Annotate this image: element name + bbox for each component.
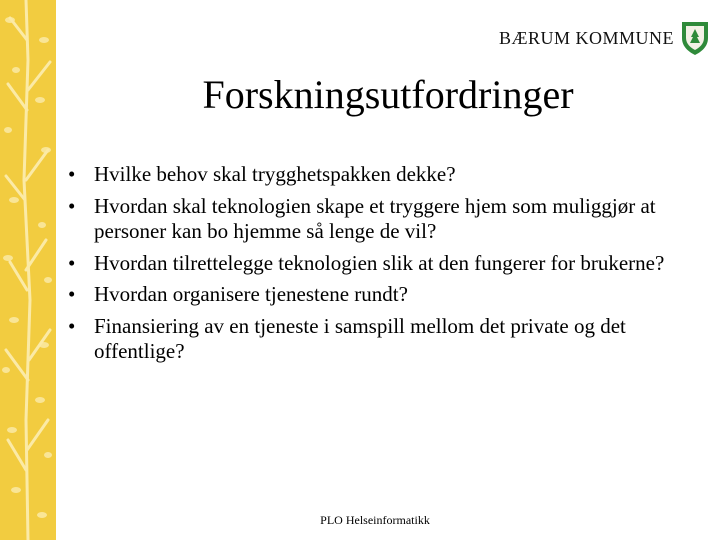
logo-text: BÆRUM KOMMUNE [498,28,674,48]
municipal-shield-icon [680,20,710,56]
slide-title: Forskningsutfordringer [202,72,574,117]
tree-pattern-icon [0,0,56,540]
bullet-text: Hvordan skal teknologien skape et tryggere hjem som muliggjør at personer kan bo hjemme så lenge de vil? [94,193,656,243]
bullet-marker: • [68,282,76,306]
bullet-text: Hvordan tilrettelegge teknologien slik at den fungerer for brukerne? [94,250,665,275]
bullet-item [68,282,698,308]
bullet-text: Hvilke behov skal trygghetspakken dekke? [94,162,456,186]
municipality-logo [499,18,710,58]
bullet-item [68,314,698,365]
bullet-item [68,162,698,188]
bullet-marker: • [68,162,76,186]
bullet-marker: • [68,313,76,338]
bullet-item [68,194,698,245]
decorative-tree-strip [0,0,56,540]
slide-footer: PLO Helseinformatikk [320,513,430,527]
bullet-marker: • [68,250,76,275]
bullet-item [68,251,698,277]
bullet-marker: • [68,193,76,218]
bullet-list [68,162,698,371]
bullet-text: Hvordan organisere tjenestene rundt? [94,282,408,306]
bullet-text: Finansiering av en tjeneste i samspill mellom det private og det offentlige? [94,313,626,363]
